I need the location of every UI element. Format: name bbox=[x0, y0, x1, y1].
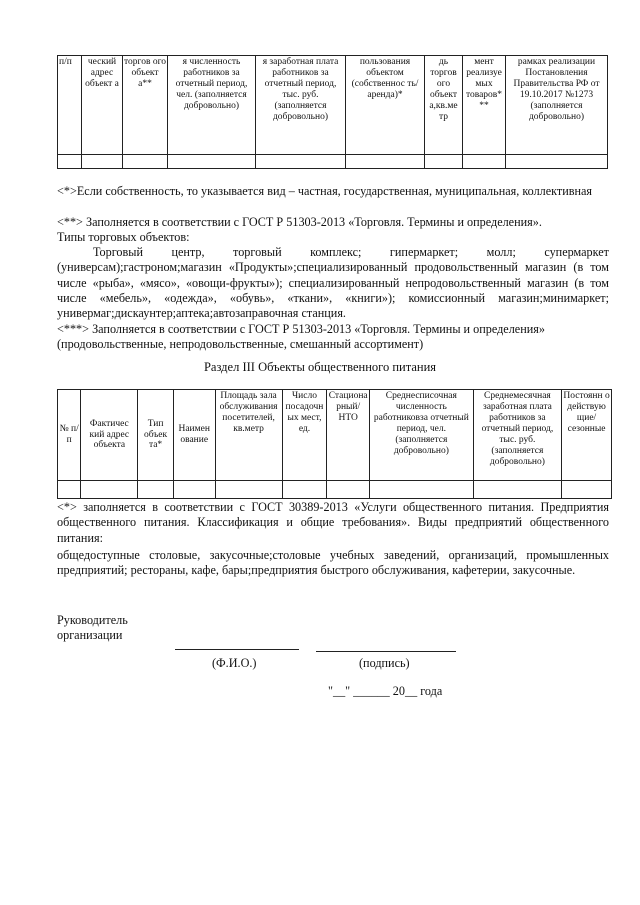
footnote-catering-gost: <*> заполняется в соответствии с ГОСТ 30389-2013 «Услуги общественного питания. Предприятия общественного питания. Классификация и общие требования». Виды предприятий общественного питания: bbox=[57, 500, 609, 545]
footnote-assortment: <***> Заполняется в соответствии с ГОСТ Р 51303-2013 «Торговля. Термины и определения» (продовольственные, непродовольственные, смешанный ассортимент) bbox=[57, 322, 545, 352]
header-cell: Наимен ование bbox=[173, 390, 215, 481]
header-cell: пользования объектом (собственнос ть/аренда)* bbox=[346, 56, 425, 155]
empty-cell[interactable] bbox=[425, 155, 463, 169]
empty-cell[interactable] bbox=[327, 481, 370, 499]
head-label-line1: Руководитель bbox=[57, 613, 128, 627]
empty-cell[interactable] bbox=[463, 155, 506, 169]
header-cell: я численность работников за отчетный период, чел. (заполняется добровольно) bbox=[168, 56, 256, 155]
empty-cell[interactable] bbox=[256, 155, 346, 169]
trade-types-list: Торговый центр, торговый комплекс; гипермаркет; молл; супермаркет (универсам);гастроном;магазин «Продукты»;специализированный продовольственный магазин (в том числе «рыба», «мясо», «овощи-фрукты»); специализированный непродовольственный магазин (в том числе «мебель», «одежда», «обувь», «ткани», «книги»); комиссионный магазин;минимаркет; универмаг;дискаунтер;аптека;автозаправочная станция. bbox=[57, 245, 609, 321]
section-title: Раздел III Объекты общественного питания bbox=[203, 360, 437, 374]
empty-cell[interactable] bbox=[58, 481, 81, 499]
date-field[interactable]: "__" ______ 20__ года bbox=[328, 684, 443, 698]
header-cell: я заработная плата работников за отчетный период, тыс. руб. (заполняется добровольно) bbox=[256, 56, 346, 155]
trade-objects-table bbox=[57, 55, 608, 169]
header-cell: Постоянн о действую щие/ сезонные bbox=[562, 390, 612, 481]
catering-objects-table bbox=[57, 389, 612, 499]
trade-types-heading: Типы торговых объектов: bbox=[57, 230, 190, 244]
header-cell: Среднемесячная заработная плата работников за отчетный период, тыс. руб. (заполняется добровольно) bbox=[473, 390, 561, 481]
header-cell: ческий адрес объект а bbox=[82, 56, 123, 155]
empty-cell[interactable] bbox=[282, 481, 327, 499]
header-cell: Число посадочн ых мест, ед. bbox=[282, 390, 327, 481]
empty-cell[interactable] bbox=[346, 155, 425, 169]
footnote-ownership: <*>Если собственность, то указывается вид – частная, государственная, муниципальная, коллективная bbox=[57, 184, 593, 198]
empty-cell[interactable] bbox=[82, 155, 123, 169]
empty-cell[interactable] bbox=[506, 155, 608, 169]
catering-types-list: общедоступные столовые, закусочные;столовые учебных заведений, организаций, промышленных предприятий; рестораны, кафе, бары;предприятия быстрого обслуживания, кафетерии, закусочные. bbox=[57, 548, 609, 578]
header-cell: п/п bbox=[58, 56, 82, 155]
empty-cell[interactable] bbox=[473, 481, 561, 499]
empty-cell[interactable] bbox=[58, 155, 82, 169]
header-cell: торгов ого объект а** bbox=[123, 56, 168, 155]
empty-cell[interactable] bbox=[81, 481, 138, 499]
table-row bbox=[58, 155, 608, 169]
empty-cell[interactable] bbox=[370, 481, 474, 499]
empty-cell[interactable] bbox=[138, 481, 174, 499]
fio-caption: (Ф.И.О.) bbox=[212, 656, 257, 670]
footnote-gost: <**> Заполняется в соответствии с ГОСТ Р 51303-2013 «Торговля. Термины и определения». bbox=[57, 215, 542, 229]
header-cell: Среднесписочная численность работниковза отчетный период, чел. (заполняется добровольно) bbox=[370, 390, 474, 481]
empty-cell[interactable] bbox=[215, 481, 282, 499]
fio-line[interactable] bbox=[175, 649, 299, 650]
header-cell: Тип объек та* bbox=[138, 390, 174, 481]
signature-caption: (подпись) bbox=[359, 656, 410, 670]
header-cell: рамках реализации Постановления Правительства РФ от 19.10.2017 №1273 (заполняется добровольно) bbox=[506, 56, 608, 155]
signature-line[interactable] bbox=[316, 651, 456, 652]
header-cell: мент реализуе мых товаров* ** bbox=[463, 56, 506, 155]
header-cell: № п/п bbox=[58, 390, 81, 481]
empty-cell[interactable] bbox=[123, 155, 168, 169]
head-label-line2: организации bbox=[57, 628, 123, 642]
header-cell: дь торгов ого объект а,кв.ме тр bbox=[425, 56, 463, 155]
empty-cell[interactable] bbox=[173, 481, 215, 499]
header-cell: Площадь зала обслуживания посетителей, кв.метр bbox=[215, 390, 282, 481]
empty-cell[interactable] bbox=[168, 155, 256, 169]
header-cell: Стациона рный/ НТО bbox=[327, 390, 370, 481]
table-row bbox=[58, 481, 612, 499]
empty-cell[interactable] bbox=[562, 481, 612, 499]
header-cell: Фактичес кий адрес объекта bbox=[81, 390, 138, 481]
